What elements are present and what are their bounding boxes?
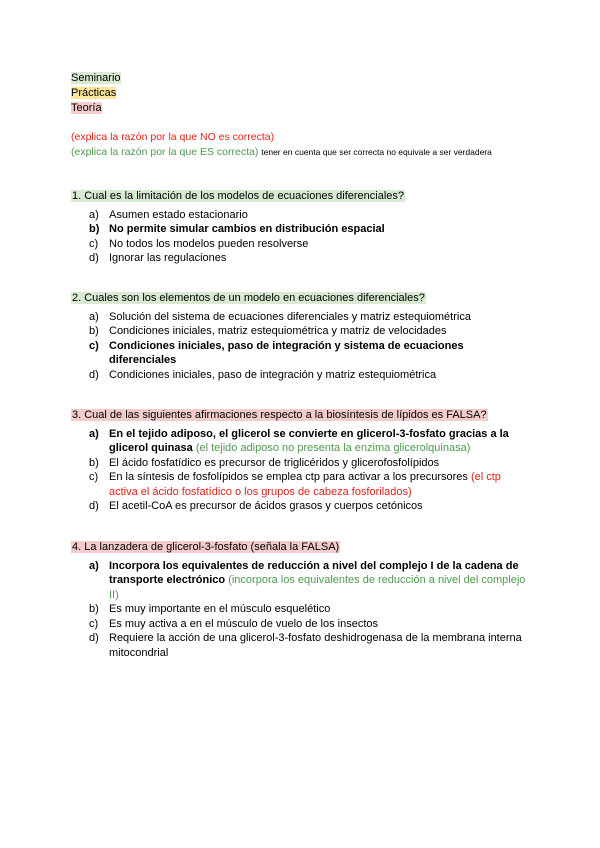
note-correct-extra: tener en cuenta que ser correcta no equivale a ser verdadera xyxy=(261,147,492,157)
legend-practicas-label: Prácticas xyxy=(71,87,117,99)
note-correct: (explica la razón por la que ES correcta) xyxy=(71,146,259,158)
options-list xyxy=(71,427,531,514)
question-title: 4. La lanzadera de glicerol-3-fosfato (señala la FALSA) xyxy=(72,541,340,553)
question-title: 2. Cuales son los elementos de un modelo en ecuaciones diferenciales? xyxy=(72,292,425,304)
question-title: 1. Cual es la limitación de los modelos de ecuaciones diferenciales? xyxy=(72,190,405,202)
option-d: d) El acetil-CoA es precursor de ácidos grasos y cuerpos cetónicos xyxy=(89,500,423,512)
option-d: d) Condiciones iniciales, paso de integración y matriz estequiométrica xyxy=(89,368,437,381)
question-3 xyxy=(71,408,531,514)
option-a: a) Asumen estado estacionario xyxy=(89,208,248,221)
question-4 xyxy=(71,540,531,660)
option-d: d) Requiere la acción de una glicerol-3-fosfato deshidrogenasa de la membrana interna mitocondrial xyxy=(89,632,522,659)
option-c: c) No todos los modelos pueden resolverse xyxy=(89,237,309,250)
options-list xyxy=(71,208,531,266)
option-explanation: (el ctp activa el ácido fosfatídico o los grupos de cabeza fosforilados) xyxy=(109,471,501,498)
option-c: c) Es muy activa a en el músculo de vuelo de los insectos xyxy=(89,617,379,630)
option-c: c) Condiciones iniciales, paso de integración y sistema de ecuaciones diferenciales xyxy=(89,339,464,366)
legend-teoria-label: Teoría xyxy=(71,102,102,114)
legend-teoria xyxy=(71,101,102,116)
question-title: 3. Cual de las siguientes afirmaciones respecto a la biosíntesis de lípidos es FALSA? xyxy=(72,409,487,421)
option-explanation: (el tejido adiposo no presenta la enzima glicerolquinasa) xyxy=(195,442,471,454)
option-b: b) Condiciones iniciales, matriz estequiométrica y matriz de velocidades xyxy=(89,325,447,337)
legend-practicas xyxy=(71,86,116,101)
question-2 xyxy=(71,291,531,382)
option-explanation: (incorpora los equivalentes de reducción a nivel del complejo II) xyxy=(109,574,526,601)
legend-seminario xyxy=(71,71,121,86)
option-d: d) Ignorar las regulaciones xyxy=(89,252,227,264)
options-list xyxy=(71,559,531,661)
option-a: a) Incorpora los equivalentes de reducción a nivel del complejo I de la cadena de transporte electrónico (incorpora los equivalentes de reducción a nivel del complejo II) xyxy=(89,559,526,601)
option-b: b) Es muy importante en el músculo esquelético xyxy=(89,603,331,615)
option-b: b) No permite simular cambios en distribución espacial xyxy=(89,223,385,235)
option-b: b) El ácido fosfatídico es precursor de triglicéridos y glicerofosfolípidos xyxy=(89,456,440,469)
note-correct-line xyxy=(71,145,492,160)
question-1 xyxy=(71,189,531,266)
legend-seminario-label: Seminario xyxy=(71,72,121,84)
option-c: c) En la síntesis de fosfolípidos se emplea ctp para activar a los precursores (el ctp activa el ácido fosfatídico o los grupos de cabeza fosforilados) xyxy=(89,471,501,498)
note-incorrect: (explica la razón por la que NO es correcta) xyxy=(71,131,275,143)
options-list xyxy=(71,310,531,383)
option-a: a) Solución del sistema de ecuaciones diferenciales y matriz estequiométrica xyxy=(89,310,471,323)
option-a: a) En el tejido adiposo, el glicerol se convierte en glicerol-3-fosfato gracias a la glicerol quinasa (el tejido adiposo no presenta la enzima glicerolquinasa) xyxy=(89,427,509,454)
